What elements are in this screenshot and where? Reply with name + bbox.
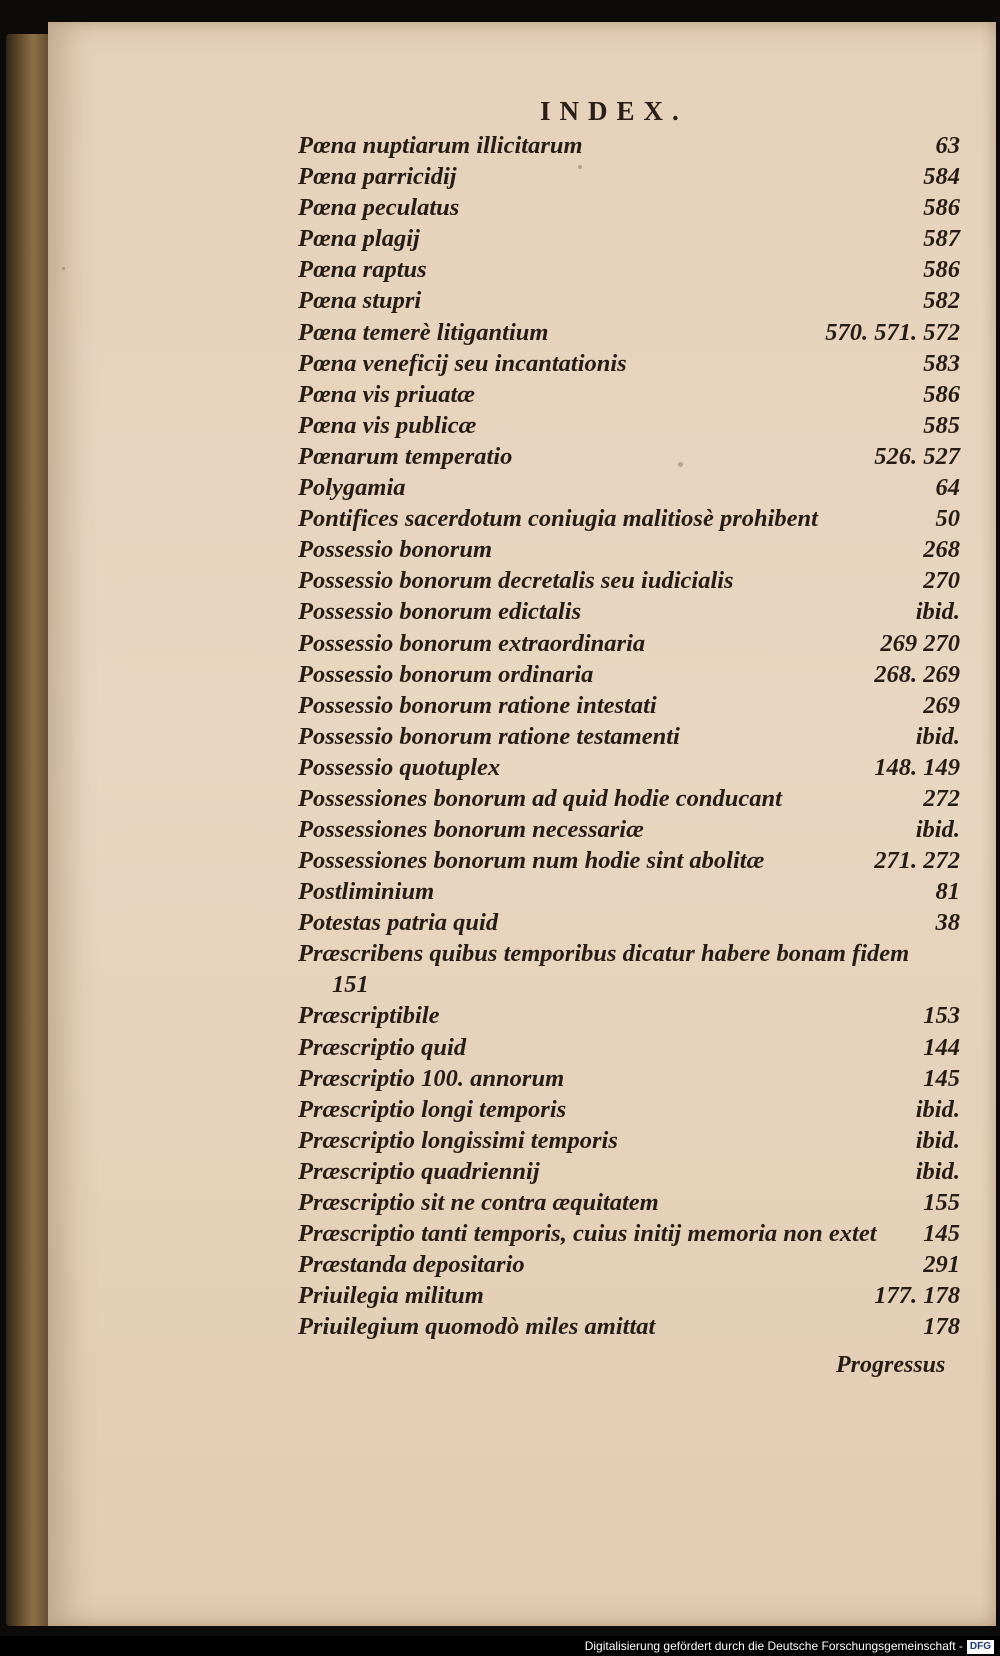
index-page-ref: 81 [935,878,960,906]
index-entry [298,1218,960,1249]
index-term: Pœna peculatus [298,194,460,222]
index-entry [298,907,960,938]
index-list [298,130,960,1342]
index-term: Possessio bonorum ratione intestati [298,691,657,719]
index-entry [298,348,960,379]
index-term: Pœna veneficij seu incantationis [298,349,627,377]
index-entry [298,192,960,223]
index-term: Possessio bonorum [298,536,493,564]
index-page-ref: 291 [923,1251,960,1279]
index-page-ref: 38 [935,909,960,937]
index-term: Possessiones bonorum necessariæ [298,816,644,844]
index-entry [298,161,960,192]
index-entry [298,503,960,534]
index-page-ref: 151 [332,971,369,999]
index-page-ref: 269 270 [880,629,960,657]
index-entry [298,1249,960,1280]
index-term: Præstanda depositario [298,1251,525,1279]
index-entry [298,1063,960,1094]
index-term: Possessio bonorum ordinaria [298,660,594,688]
index-page-ref: 50 [935,505,960,533]
index-page-ref: 586 [923,380,960,408]
index-entry [298,876,960,907]
book-edge [6,34,52,1626]
index-term: Præscriptio quid [298,1033,467,1061]
index-entry [298,1032,960,1063]
index-page-ref: ibid. [915,598,960,626]
index-term: Præscriptio longissimi temporis [298,1126,618,1154]
index-term: Postliminium [298,878,435,906]
index-entry [298,410,960,441]
index-term: Præscriptio longi temporis [298,1095,567,1123]
index-entry [298,845,960,876]
paper-stain [62,267,65,270]
index-page-ref: 271. 272 [874,847,960,875]
index-page-ref: 178 [923,1313,960,1341]
index-page-ref: 570. 571. 572 [825,318,960,346]
index-entry [298,379,960,410]
index-term: Possessio bonorum ratione testamenti [298,722,680,750]
index-page-ref: 145 [923,1064,960,1092]
index-page-ref: 526. 527 [874,442,960,470]
index-entry [298,721,960,752]
index-term: Pœna temerè litigantium [298,318,549,346]
index-term: Possessiones bonorum num hodie sint abolitæ [298,847,765,875]
index-entry [298,285,960,316]
index-entry [298,130,960,161]
index-page-ref: 145 [923,1220,960,1248]
index-page-ref: 268 [923,536,960,564]
footer-text: Digitalisierung gefördert durch die Deutsche Forschungsgemeinschaft - [584,1639,963,1653]
index-term: Priuilegium quomodò miles amittat [298,1313,656,1341]
index-page-ref: 585 [923,411,960,439]
index-term: Pœna plagij [298,225,420,253]
index-entry [298,565,960,596]
index-entry [298,534,960,565]
index-term: Pœna vis priuatæ [298,380,475,408]
digitization-footer [0,1636,1000,1656]
index-entry [298,1187,960,1218]
index-term: Pœna raptus [298,256,427,284]
index-entry [298,596,960,627]
index-entry [298,814,960,845]
index-entry [298,1000,960,1031]
index-entry [298,317,960,348]
dfg-logo: DFG [967,1640,994,1654]
index-term: Pœna parricidij [298,163,457,191]
index-term: Pœna stupri [298,287,422,315]
index-term: Præscriptio quadriennij [298,1157,540,1185]
index-entry [298,628,960,659]
index-entry [298,254,960,285]
index-page-ref: 63 [935,132,960,159]
index-page-ref: 177. 178 [874,1282,960,1310]
index-term: Possessio quotuplex [298,753,501,781]
index-term: Possessio bonorum edictalis [298,598,582,626]
catchword: Progressus [836,1352,946,1378]
index-page-ref: 583 [923,349,960,377]
index-page-ref: 270 [923,567,960,595]
index-page-ref: 272 [923,784,960,812]
index-page-ref: 584 [923,163,960,191]
index-term: Præscriptio tanti temporis, cuius initij memoria non extet [298,1220,877,1248]
index-term: Potestas patria quid [298,909,499,937]
index-entry [298,783,960,814]
index-entry [298,441,960,472]
index-page-ref: ibid. [915,1157,960,1185]
index-page-ref: 268. 269 [874,660,960,688]
index-page-ref: ibid. [915,1126,960,1154]
index-page-ref: ibid. [915,722,960,750]
index-entry [298,223,960,254]
index-page-ref: 153 [923,1002,960,1030]
index-entry [298,1280,960,1311]
index-entry [298,472,960,503]
index-entry [298,1094,960,1125]
index-term: Pœna vis publicæ [298,411,477,439]
index-page-ref: 155 [923,1189,960,1216]
index-page-ref: 586 [923,194,960,222]
index-page-ref: 587 [923,225,960,253]
index-term: Polygamia [298,474,406,502]
page-header: INDEX. [540,96,688,126]
index-term: Pontifices sacerdotum coniugia malitiosè prohibent [298,505,818,533]
index-term: Præscriptibile [298,1002,440,1030]
index-term: Possessiones bonorum ad quid hodie conducant [298,784,782,812]
index-page-ref: ibid. [915,1095,960,1123]
index-term: Possessio bonorum decretalis seu iudicialis [298,567,734,595]
index-entry [298,752,960,783]
index-page-ref: 582 [923,287,960,315]
index-page-ref: 586 [923,256,960,284]
index-term: Præscribens quibus temporibus dicatur habere bonam fidem [298,940,910,968]
index-term: Pœna nuptiarum illicitarum [298,132,583,159]
index-term: Præscriptio sit ne contra æquitatem [298,1189,659,1216]
index-term: Pœnarum temperatio [298,442,513,470]
index-entry [298,1311,960,1342]
index-entry [298,659,960,690]
index-page-ref: 144 [923,1033,960,1061]
index-term: Possessio bonorum extraordinaria [298,629,646,657]
index-entry [298,1125,960,1156]
index-term: Priuilegia militum [298,1282,484,1310]
index-page-ref: 148. 149 [874,753,960,781]
index-entry [298,690,960,721]
index-entry [298,938,960,1000]
index-entry [298,1156,960,1187]
index-page-ref: ibid. [915,816,960,844]
index-term: Præscriptio 100. annorum [298,1064,565,1092]
index-page-ref: 64 [935,474,960,502]
index-page-ref: 269 [923,691,960,719]
